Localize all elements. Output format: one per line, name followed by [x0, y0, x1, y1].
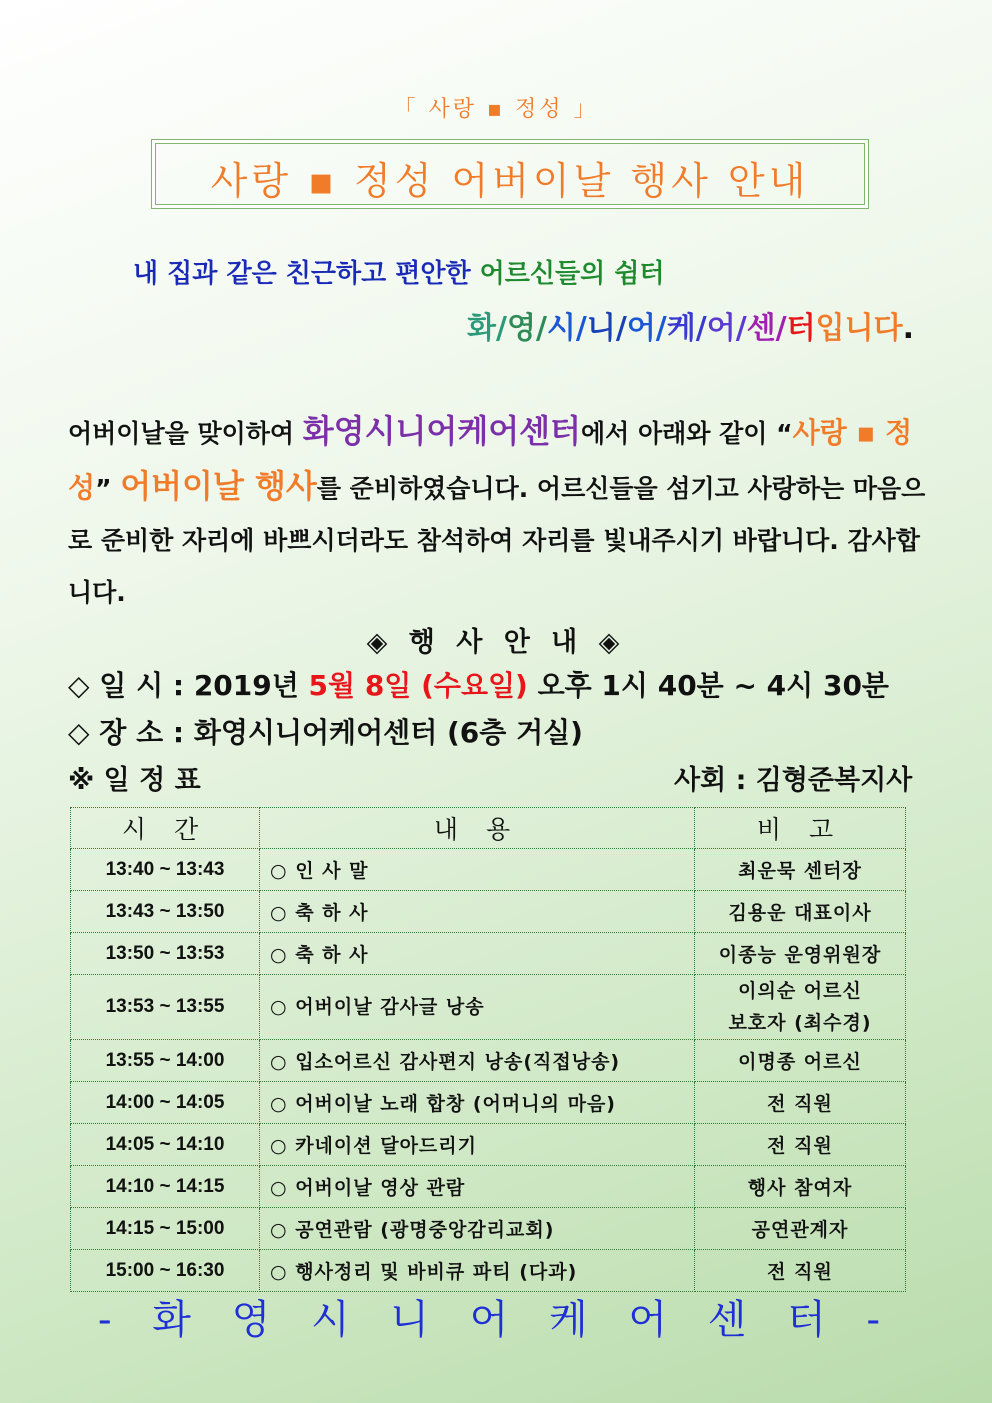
- row-note: 행사 참여자: [695, 1166, 906, 1208]
- row-content: ○ 카네이션 달아드리기: [260, 1124, 695, 1166]
- tagline-char: 화: [467, 311, 496, 346]
- row-note: [695, 975, 906, 1040]
- row-note-line1: 이의순 어르신: [738, 980, 862, 1002]
- intro-text-1: 어버이날을 맞이하여: [68, 419, 303, 448]
- row-time: 13:50 ~ 13:53: [71, 933, 260, 975]
- event-place: ◇ 장 소 : 화영시니어케어센터 (6층 거실): [68, 716, 583, 749]
- tagline-char: /: [495, 311, 507, 346]
- row-content: ○ 행사정리 및 바비큐 파티 (다과): [260, 1250, 695, 1292]
- host-info: 사회 : 김형준복지사: [674, 765, 913, 796]
- row-time: 13:43 ~ 13:50: [71, 891, 260, 933]
- tagline-char: 입니다: [815, 311, 903, 346]
- tagline-line1: [133, 253, 665, 290]
- row-note: 최운묵 센터장: [695, 849, 906, 891]
- table-row: [71, 1166, 906, 1208]
- table-row: [71, 891, 906, 933]
- tagline-char: /: [575, 311, 587, 346]
- row-note: 김용운 대표이사: [695, 891, 906, 933]
- row-content: ○ 입소어르신 감사편지 낭송(직접낭송): [260, 1040, 695, 1082]
- row-content: ○ 어버이날 노래 합창 (어머니의 마음): [260, 1082, 695, 1124]
- row-note: 전 직원: [695, 1250, 906, 1292]
- tagline-char: 어: [626, 311, 656, 346]
- header-note: 비 고: [695, 808, 906, 849]
- row-content: ○ 축 하 사: [260, 891, 695, 933]
- tagline-char: /: [695, 311, 707, 346]
- schedule-table: [70, 807, 906, 1292]
- row-note: 전 직원: [695, 1082, 906, 1124]
- tagline-char: 터: [786, 311, 816, 346]
- tagline-char: 니: [586, 311, 616, 346]
- row-time: 13:53 ~ 13:55: [71, 975, 260, 1040]
- date-highlight: 5월 8일 (수요일): [308, 669, 528, 702]
- date-time: 오후 1시 40분 ~ 4시 30분: [527, 669, 889, 702]
- row-time: 13:55 ~ 14:00: [71, 1040, 260, 1082]
- header-content: 내 용: [260, 808, 695, 849]
- row-time: 14:10 ~ 14:15: [71, 1166, 260, 1208]
- row-content: ○ 인 사 말: [260, 849, 695, 891]
- tagline-char: /: [655, 311, 667, 346]
- intro-love: 사랑 ▪ 정성: [68, 416, 913, 504]
- event-date: [68, 664, 889, 704]
- row-note-line2: 보호자 (최수경): [728, 1012, 872, 1034]
- tagline-line2: [467, 303, 914, 347]
- row-time: 15:00 ~ 16:30: [71, 1250, 260, 1292]
- table-row: [71, 1208, 906, 1250]
- intro-org-name: 화영시니어케어센터: [302, 412, 581, 450]
- table-row: [71, 1250, 906, 1292]
- tagline-char: /: [735, 311, 747, 346]
- row-note: 이명종 어르신: [695, 1040, 906, 1082]
- row-content: ○ 어버이날 영상 관람: [260, 1166, 695, 1208]
- intro-text-2: 에서 아래와 같이 “: [580, 419, 793, 448]
- tagline-char: /: [615, 311, 627, 346]
- tagline-char: 케: [666, 311, 696, 346]
- row-note: 이종능 운영위원장: [695, 933, 906, 975]
- intro-paragraph: [68, 405, 930, 619]
- intro-event-name: 어버이날 행사: [120, 467, 317, 505]
- table-row: [71, 849, 906, 891]
- slogan: 「 사랑 ▪ 정성 」: [393, 97, 599, 122]
- intro-text-3: ”: [95, 474, 121, 503]
- row-time: 14:05 ~ 14:10: [71, 1124, 260, 1166]
- row-note: 전 직원: [695, 1124, 906, 1166]
- guide-heading: ◈ 행 사 안 내 ◈: [366, 627, 626, 658]
- tagline-char: /: [775, 311, 787, 346]
- row-content: ○ 어버이날 감사글 낭송: [260, 975, 695, 1040]
- tagline-part1: 내 집과 같은 친근하고 편안한: [133, 259, 480, 289]
- page-title: 사랑 ▪ 정성 어버이날 행사 안내: [210, 159, 810, 203]
- tagline-char: 어: [706, 311, 736, 346]
- row-note: 공연관계자: [695, 1208, 906, 1250]
- row-time: 14:00 ~ 14:05: [71, 1082, 260, 1124]
- table-row: [71, 1082, 906, 1124]
- table-row: [71, 1040, 906, 1082]
- table-row: [71, 975, 906, 1040]
- row-time: 14:15 ~ 15:00: [71, 1208, 260, 1250]
- schedule-label: ※ 일 정 표: [68, 765, 201, 796]
- table-row: [71, 933, 906, 975]
- tagline-part2: 어르신들의 쉼터: [479, 259, 665, 289]
- row-time: 13:40 ~ 13:43: [71, 849, 260, 891]
- table-header-row: [71, 808, 906, 849]
- intro-text-4: 를 준비하였습니다. 어르신들을 섬기고 사랑하는 마음으로 준비한 자리에 바쁘시더라도 참석하여 자리를 빛내주시기 바랍니다. 감사합니다.: [68, 474, 926, 607]
- tagline-char: .: [902, 311, 914, 346]
- date-label: ◇ 일 시 : 2019년: [68, 669, 309, 702]
- header-time: 시 간: [71, 808, 260, 849]
- row-content: ○ 축 하 사: [260, 933, 695, 975]
- tagline-char: 센: [746, 311, 776, 346]
- tagline-char: /: [535, 311, 547, 346]
- tagline-char: 시: [546, 311, 576, 346]
- row-content: ○ 공연관람 (광명중앙감리교회): [260, 1208, 695, 1250]
- tagline-char: 영: [506, 311, 536, 346]
- title-box: [151, 139, 869, 209]
- table-row: [71, 1124, 906, 1166]
- footer-org-name: - 화 영 시 니 어 케 어 센 터 -: [98, 1297, 894, 1343]
